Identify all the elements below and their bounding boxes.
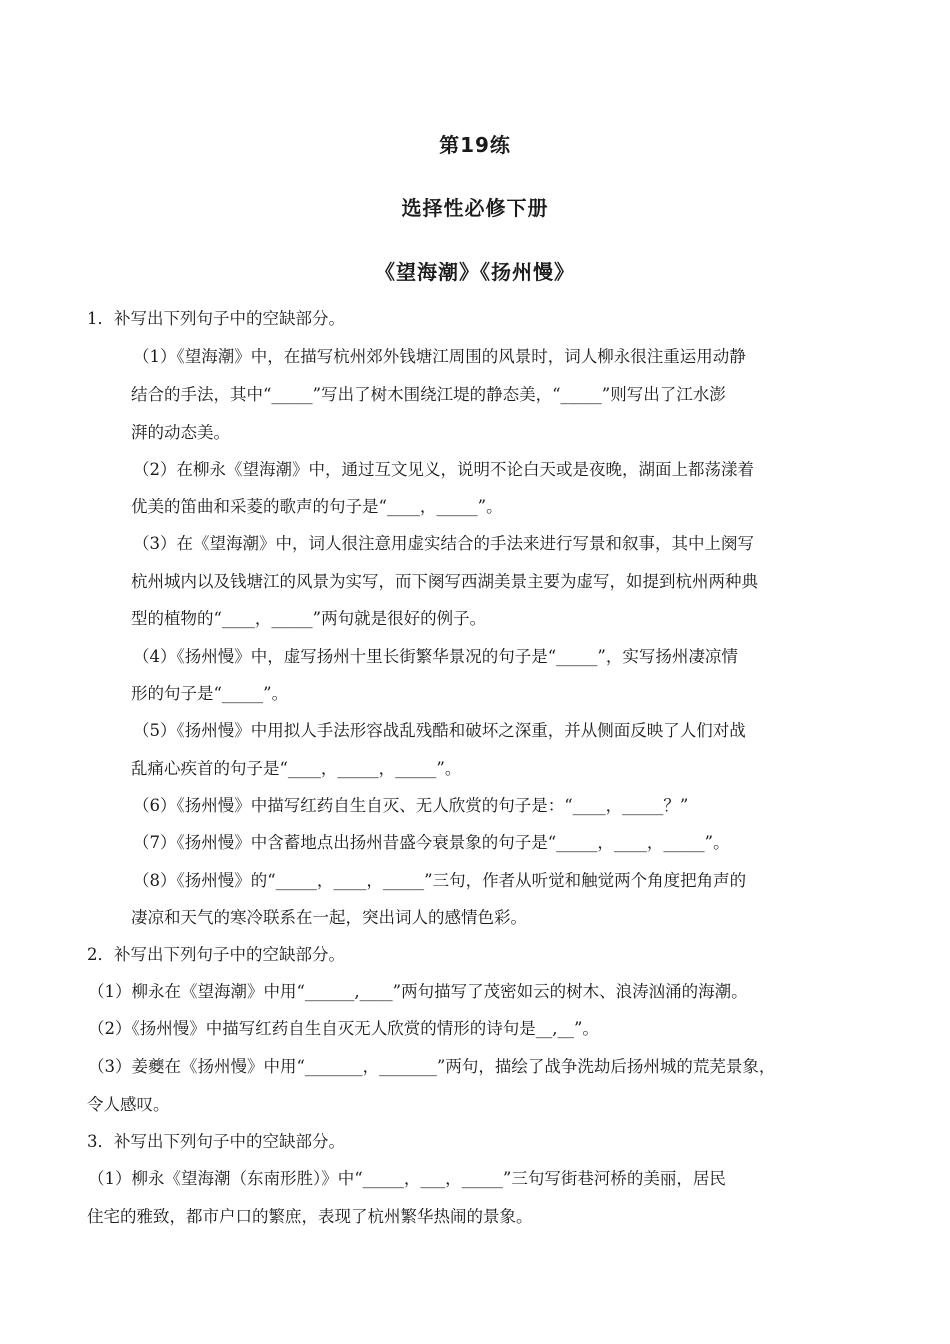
q2-item-1: （1）柳永在《望海潮》中用“______,____”两句描写了茂密如云的树木、浪涛汹涌的海潮。: [88, 982, 748, 1001]
q2-item-3-line-2: 令人感叹。: [87, 1095, 170, 1114]
q1-item-8-line-2: 凄凉和天气的寒冷联系在一起，突出词人的感情色彩。: [131, 908, 527, 927]
q2-item-3-line-1: （3）姜夔在《扬州慢》中用“_______，_______”两句，描绘了战争洗劫后扬州城的荒芜景象，: [88, 1057, 776, 1076]
q1-item-1-line-3: 湃的动态美。: [131, 423, 230, 442]
q1-item-7: （7）《扬州慢》中含蓄地点出扬州昔盛今衰景象的句子是“_____，____，_____”。: [133, 833, 730, 852]
q3-item-1-line-1: （1）柳永《望海潮（东南形胜）》中“_____，___，_____”三句写街巷河桥的美丽，居民: [88, 1169, 726, 1188]
q1-item-3-line-2: 杭州城内以及钱塘江的风景为实写，而下阕写西湖美景主要为虚写，如提到杭州两种典: [131, 572, 758, 591]
volume-title: 选择性必修下册: [401, 196, 549, 220]
q1-item-1-line-2: 结合的手法，其中“_____”写出了树木围绕江堤的静态美，“_____”则写出了江水澎: [131, 385, 726, 404]
q3-item-1-line-2: 住宅的雅致，都市户口的繁庶，表现了杭州繁华热闹的景象。: [87, 1207, 533, 1226]
q1-item-1-line-1: （1）《望海潮》中，在描写杭州郊外钱塘江周围的风景时，词人柳永很注重运用动静: [133, 347, 746, 366]
q1-item-2-line-2: 优美的笛曲和采菱的歌声的句子是“____，_____”。: [131, 497, 503, 516]
q1-item-6: （6）《扬州慢》中描写红药自生自灭、无人欣赏的句子是：“____，_____？”: [133, 796, 689, 815]
q1-item-2-line-1: （2）在柳永《望海潮》中，通过互文见义，说明不论白天或是夜晚，湖面上都荡漾着: [133, 460, 754, 479]
q1-item-5-line-1: （5）《扬州慢》中用拟人手法形容战乱残酷和破坏之深重，并从侧面反映了人们对战: [133, 721, 746, 740]
question-3-heading: 3．补写出下列句子中的空缺部分。: [87, 1132, 345, 1151]
question-1-heading: 1．补写出下列句子中的空缺部分。: [87, 309, 345, 328]
q1-item-3-line-3: 型的植物的“____，_____”两句就是很好的例子。: [131, 609, 487, 628]
lesson-title: 第19练: [439, 133, 511, 157]
q1-item-5-line-2: 乱痛心疾首的句子是“____，_____，_____”。: [131, 759, 462, 778]
q1-item-3-line-1: （3）在《望海潮》中，词人很注意用虚实结合的手法来进行写景和叙事，其中上阕写: [133, 534, 754, 553]
q1-item-8-line-1: （8）《扬州慢》的“_____，____，_____”三句，作者从听觉和触觉两个角度把角声的: [133, 871, 747, 890]
question-2-heading: 2．补写出下列句子中的空缺部分。: [87, 945, 345, 964]
q1-item-4-line-1: （4）《扬州慢》中，虚写扬州十里长街繁华景况的句子是“_____”，实写扬州凄凉情: [133, 647, 738, 666]
q1-item-4-line-2: 形的句子是“_____”。: [131, 684, 289, 703]
texts-title: 《望海潮》《扬州慢》: [375, 260, 575, 284]
q2-item-2: （2）《扬州慢》中描写红药自生自灭无人欣赏的情形的诗句是__,__”。: [88, 1019, 599, 1038]
